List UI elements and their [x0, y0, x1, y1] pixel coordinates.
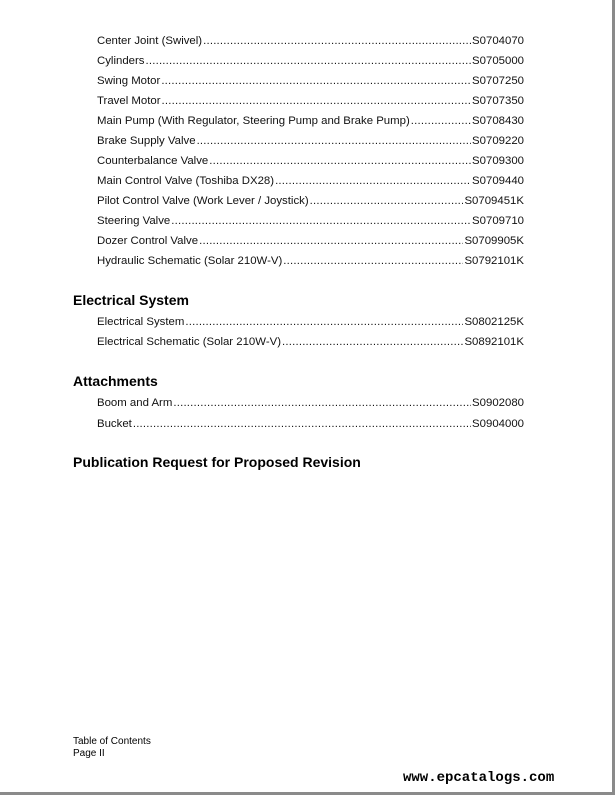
footer-page-number: Page II	[73, 748, 105, 759]
toc-entry-code: S0704070	[472, 35, 524, 47]
toc-entry-title: Boom and Arm	[97, 397, 173, 409]
toc-leader-dots	[171, 214, 471, 228]
toc-entry-code: S0709710	[472, 215, 524, 227]
toc-entry-code: S0707350	[472, 95, 524, 107]
toc-leader-dots	[173, 396, 471, 410]
toc-leader-dots	[197, 134, 471, 148]
toc-entry-title: Cylinders	[97, 55, 145, 67]
toc-entry-code: S0708430	[472, 115, 524, 127]
watermark-logo: www.epcatalogs.com	[403, 770, 555, 786]
toc-entry-center-joint[interactable]	[97, 34, 524, 48]
toc-entry-code: S0904000	[472, 418, 524, 430]
toc-leader-dots	[209, 154, 471, 168]
toc-entry-electrical-schematic[interactable]	[97, 335, 524, 349]
toc-entry-brake-supply-valve[interactable]	[97, 134, 524, 148]
toc-leader-dots	[310, 194, 464, 208]
toc-entry-code: S0709905K	[464, 235, 524, 247]
toc-entry-code: S0709300	[472, 155, 524, 167]
toc-entry-code: S0792101K	[464, 255, 524, 267]
toc-entry-title: Brake Supply Valve	[97, 135, 196, 147]
section-heading-publication-request[interactable]: Publication Request for Proposed Revision	[73, 454, 361, 470]
toc-leader-dots	[411, 114, 471, 128]
toc-entry-cylinders[interactable]	[97, 54, 524, 68]
toc-leader-dots	[282, 335, 463, 349]
toc-entry-title: Pilot Control Valve (Work Lever / Joystick)	[97, 195, 309, 207]
toc-entry-main-pump[interactable]	[97, 114, 524, 128]
toc-entry-code: S0709220	[472, 135, 524, 147]
toc-leader-dots	[275, 174, 471, 188]
toc-entry-steering-valve[interactable]	[97, 214, 524, 228]
section-heading-attachments: Attachments	[73, 373, 158, 389]
toc-entry-code: S0705000	[472, 55, 524, 67]
toc-entry-code: S0709451K	[464, 195, 524, 207]
toc-entry-code: S0892101K	[464, 336, 524, 348]
toc-leader-dots	[133, 417, 471, 431]
toc-entry-bucket[interactable]	[97, 417, 524, 431]
toc-entry-code: S0709440	[472, 175, 524, 187]
toc-entry-title: Main Control Valve (Toshiba DX28)	[97, 175, 275, 187]
toc-entry-counterbalance-valve[interactable]	[97, 154, 524, 168]
toc-entry-title: Dozer Control Valve	[97, 235, 199, 247]
toc-entry-hydraulic-schematic[interactable]	[97, 254, 524, 268]
toc-entry-swing-motor[interactable]	[97, 74, 524, 88]
toc-leader-dots	[185, 315, 463, 329]
toc-entry-title: Main Pump (With Regulator, Steering Pump and Brake Pump)	[97, 115, 410, 127]
toc-entry-title: Electrical System	[97, 316, 185, 328]
toc-entry-title: Counterbalance Valve	[97, 155, 209, 167]
toc-leader-dots	[145, 54, 471, 68]
toc-leader-dots	[283, 254, 463, 268]
toc-leader-dots	[161, 74, 471, 88]
toc-leader-dots	[162, 94, 472, 108]
toc-entry-electrical-system[interactable]	[97, 315, 524, 329]
toc-entry-boom-and-arm[interactable]	[97, 396, 524, 410]
toc-entry-title: Travel Motor	[97, 95, 161, 107]
toc-entry-dozer-control-valve[interactable]	[97, 234, 524, 248]
toc-leader-dots	[199, 234, 463, 248]
toc-entry-travel-motor[interactable]	[97, 94, 524, 108]
toc-entry-title: Steering Valve	[97, 215, 171, 227]
toc-entry-code: S0802125K	[464, 316, 524, 328]
toc-entry-title: Electrical Schematic (Solar 210W-V)	[97, 336, 281, 348]
toc-entry-code: S0902080	[472, 397, 524, 409]
footer-section-label: Table of Contents	[73, 736, 151, 747]
toc-entry-main-control-valve[interactable]	[97, 174, 524, 188]
toc-entry-title: Center Joint (Swivel)	[97, 35, 203, 47]
toc-entry-code: S0707250	[472, 75, 524, 87]
toc-entry-title: Bucket	[97, 418, 132, 430]
toc-leader-dots	[203, 34, 471, 48]
section-heading-electrical: Electrical System	[73, 292, 189, 308]
toc-entry-title: Hydraulic Schematic (Solar 210W-V)	[97, 255, 283, 267]
toc-entry-title: Swing Motor	[97, 75, 161, 87]
toc-entry-pilot-control-valve[interactable]	[97, 194, 524, 208]
